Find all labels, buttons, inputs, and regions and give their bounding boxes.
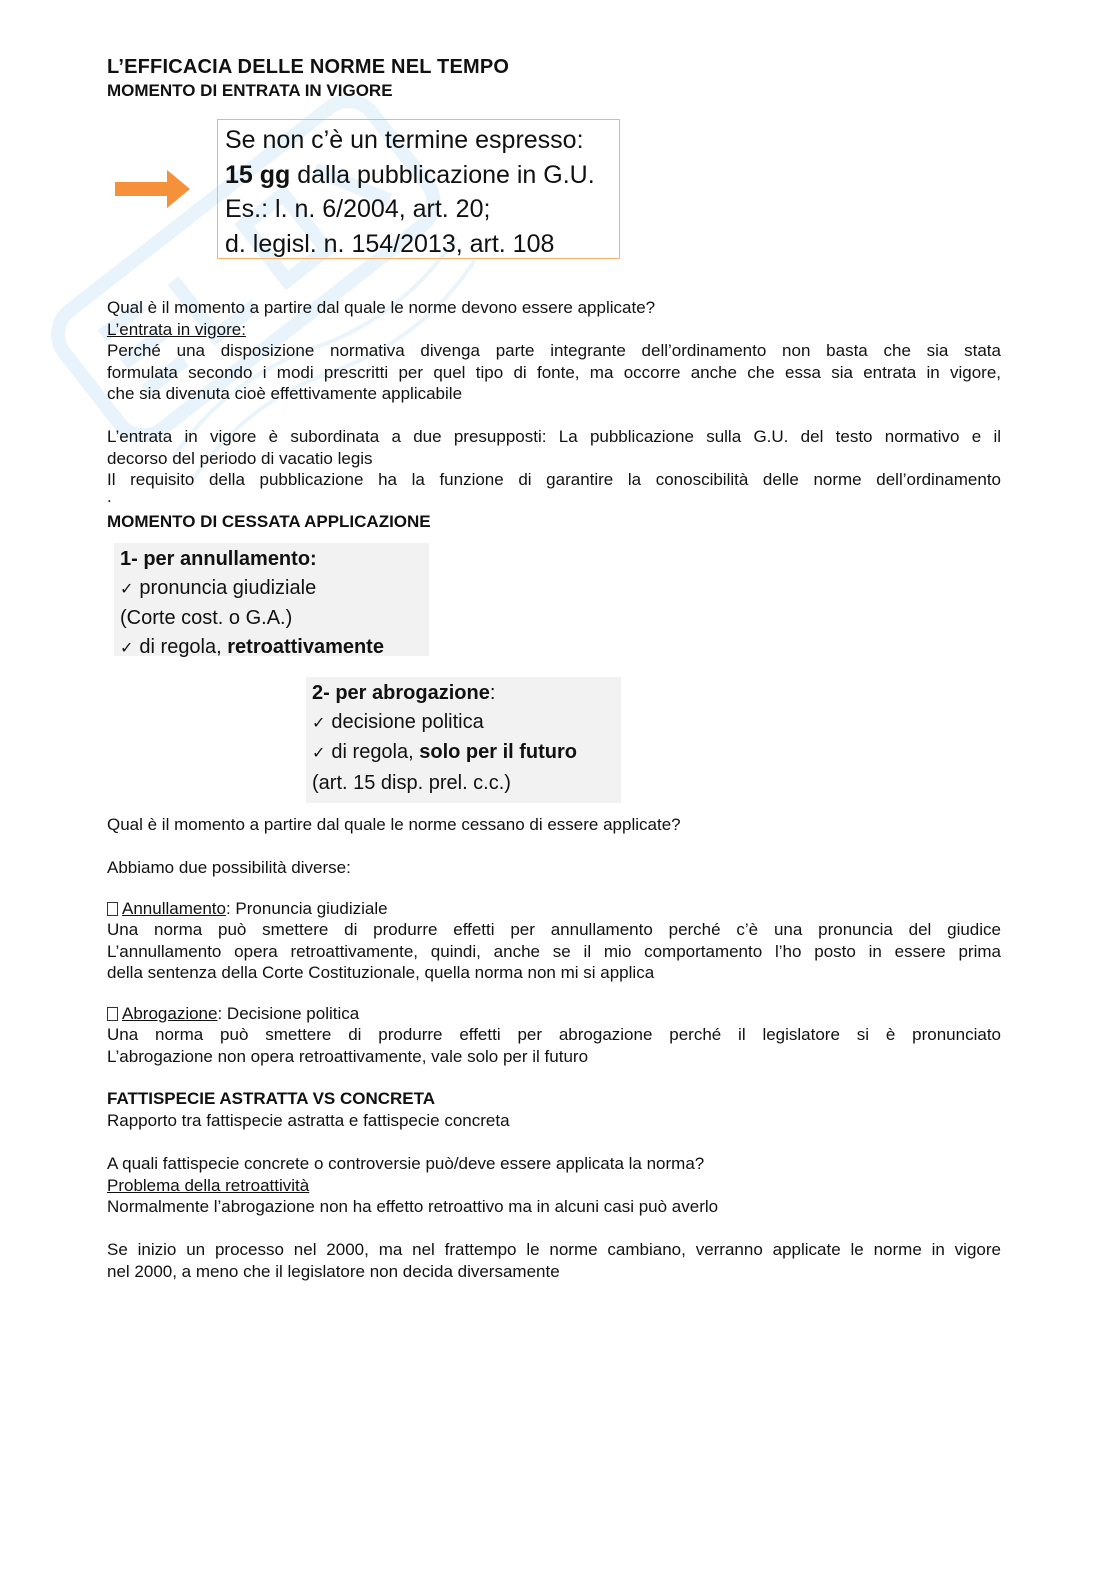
abr-line1: Una norma può smettere di produrre effetti per abrogazione perché il legislatore si è pronunciato bbox=[107, 1025, 1001, 1044]
box2-item1-text: decisione politica bbox=[331, 710, 484, 733]
arrow-right-icon bbox=[115, 170, 190, 208]
fattispecie-question: A quali fattispecie concrete o controversie può/deve essere applicata la norma? bbox=[107, 1154, 705, 1173]
document-title: L’EFFICACIA DELLE NORME NEL TEMPO bbox=[107, 56, 510, 78]
box2-title-rest: : bbox=[489, 682, 496, 704]
abrogazione-label-line bbox=[107, 1003, 1001, 1025]
box2-title-bold: 2- per abrogazione bbox=[312, 682, 490, 704]
vacatio-legis-box bbox=[217, 119, 620, 259]
box2-item1 bbox=[312, 708, 621, 739]
question-entrata: Qual è il momento a partire dal quale le norme devono essere applicate? bbox=[107, 298, 656, 317]
box-line-4: d. legisl. n. 154/2013, art. 108 bbox=[225, 229, 555, 258]
section-heading-fattispecie: FATTISPECIE ASTRATTA VS CONCRETA bbox=[107, 1089, 436, 1108]
box2-item2 bbox=[312, 738, 621, 769]
section-heading-cessata: MOMENTO DI CESSATA APPLICAZIONE bbox=[107, 512, 431, 531]
fattispecie-line2: Normalmente l’abrogazione non ha effetto retroattivo ma in alcuni casi può averlo bbox=[107, 1197, 719, 1216]
box-line-1: Se non c’è un termine espresso: bbox=[225, 126, 584, 154]
box1-title: 1- per annullamento: bbox=[120, 548, 317, 570]
abr-line2: L’abrogazione non opera retroattivamente, vale solo per il futuro bbox=[107, 1046, 589, 1066]
box1-item2 bbox=[120, 633, 429, 664]
fattispecie-text-block bbox=[107, 1110, 1001, 1282]
intro-possibilita: Abbiamo due possibilità diverse: bbox=[107, 858, 351, 877]
box2-title bbox=[312, 679, 621, 708]
annullamento-box bbox=[114, 543, 429, 656]
box2-item2-bold: solo per il futuro bbox=[419, 741, 578, 763]
box1-item2-text: di regola, bbox=[139, 635, 228, 658]
para1-line3: che sia divenuta cioè effettivamente applicabile bbox=[107, 384, 463, 403]
box1-line3: (Corte cost. o G.A.) bbox=[120, 607, 293, 629]
box1-item1 bbox=[120, 574, 429, 605]
annullamento-label-line bbox=[107, 898, 1001, 920]
question-cessata: Qual è il momento a partire dal quale le norme cessano di essere applicate? bbox=[107, 815, 681, 834]
check-icon: ✓ bbox=[312, 745, 326, 762]
box-line-3: Es.: l. n. 6/2004, art. 20; bbox=[225, 195, 491, 223]
annullamento-label: Annullamento bbox=[122, 898, 226, 918]
para2-line1: L’entrata in vigore è subordinata a due presupposti: La pubblicazione sulla G.U. del testo normativo e il bbox=[107, 427, 1001, 446]
fattispecie-line1: Rapporto tra fattispecie astratta e fattispecie concreta bbox=[107, 1111, 510, 1130]
check-icon: ✓ bbox=[120, 639, 134, 657]
final-line1: Se inizio un processo nel 2000, ma nel frattempo le norme cambiano, verranno applicate le norme in vigore bbox=[107, 1240, 1001, 1259]
section-heading-entrata: MOMENTO DI ENTRATA IN VIGORE bbox=[107, 81, 393, 100]
abrogazione-label: Abrogazione bbox=[122, 1003, 218, 1023]
ann-line2: L’annullamento opera retroattivamente, quindi, anche se il mio comportamento l’ho posto in essere prima bbox=[107, 941, 1001, 961]
box-line-2-rest: dalla pubblicazione in G.U. bbox=[290, 160, 595, 189]
box2-line4: (art. 15 disp. prel. c.c.) bbox=[312, 771, 511, 794]
ann-line3: della sentenza della Corte Costituzionale, quella norma non mi si applica bbox=[107, 963, 655, 982]
para2-line2: decorso del periodo di vacatio legis bbox=[107, 448, 373, 468]
check-icon: ✓ bbox=[312, 714, 326, 732]
para3-line2: . bbox=[107, 486, 112, 506]
para1-line2: formulata secondo i modi prescritti per quel tipo di fonte, ma occorre anche che essa sia entrata in vigore, bbox=[107, 362, 1001, 382]
retroattivita-subheading: Problema della retroattività bbox=[107, 1175, 310, 1195]
cessata-text-block bbox=[107, 814, 1001, 1067]
subheading-entrata: L’entrata in vigore: bbox=[107, 319, 246, 339]
box1-item1-text: pronuncia giudiziale bbox=[139, 576, 317, 599]
box-line-2 bbox=[225, 158, 619, 193]
annullamento-rest: : Pronuncia giudiziale bbox=[225, 898, 388, 918]
abrogazione-box bbox=[306, 677, 621, 803]
bullet-icon bbox=[107, 1007, 118, 1021]
para1-line1: Perché una disposizione normativa divenga parte integrante dell’ordinamento non basta che sia stata bbox=[107, 341, 1001, 360]
box1-item2-bold: retroattivamente bbox=[227, 635, 384, 658]
bullet-icon bbox=[107, 902, 118, 916]
ann-line1: Una norma può smettere di produrre effetti per annullamento perché c’è una pronuncia del giudice bbox=[107, 920, 1001, 939]
para3-line1: Il requisito della pubblicazione ha la funzione di garantire la conoscibilità delle norme dell’ordinamento bbox=[107, 470, 1001, 489]
box-line-2-bold: 15 gg bbox=[225, 160, 291, 189]
entrata-text-block bbox=[107, 297, 1001, 506]
box2-item2-text: di regola, bbox=[331, 741, 420, 763]
abrogazione-rest: : Decisione politica bbox=[217, 1003, 360, 1023]
final-line2: nel 2000, a meno che il legislatore non decida diversamente bbox=[107, 1261, 560, 1281]
check-icon: ✓ bbox=[120, 580, 134, 598]
